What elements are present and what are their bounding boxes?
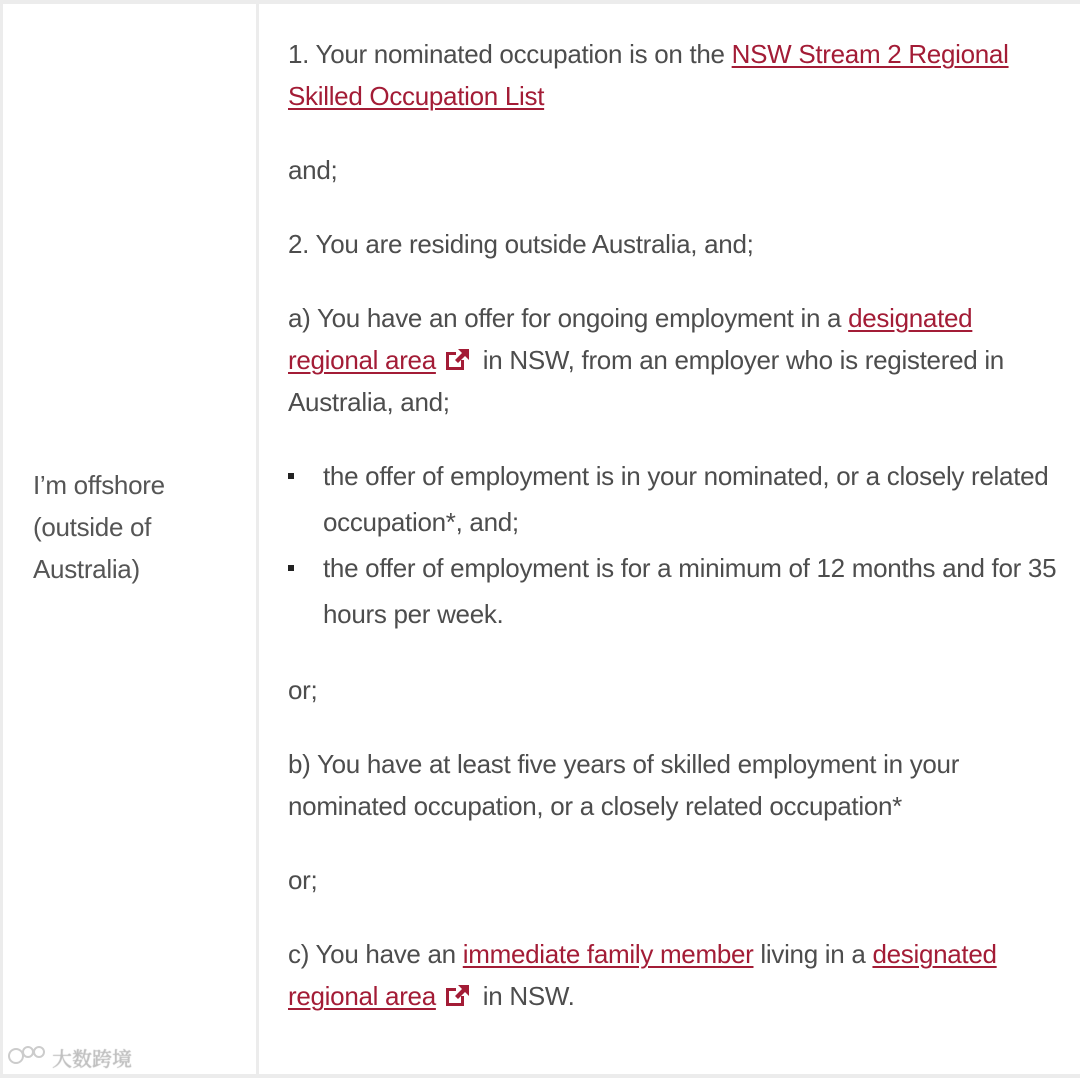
criterion-c-middle: living in a: [753, 939, 873, 969]
list-item: [288, 453, 1068, 545]
criterion-a-suffix: in NSW, from an employer who is registered in Australia, and;: [288, 345, 1004, 417]
criterion-2: 2. You are residing outside Australia, and;: [288, 229, 754, 259]
external-link-icon[interactable]: [444, 342, 470, 366]
conjunction-or: or;: [288, 675, 318, 705]
watermark-text: 大数跨境: [52, 1047, 132, 1071]
criterion-c: [288, 933, 1068, 1017]
criterion-c-text: c) You have an: [288, 939, 463, 969]
watermark: [8, 1043, 132, 1072]
bullet-icon: [288, 565, 294, 571]
column-divider: [256, 4, 259, 1074]
conjunction-and: and;: [288, 155, 338, 185]
offshore-label: I’m offshore (outside of Australia): [33, 470, 165, 584]
designated-regional-area-link[interactable]: designated regional area: [288, 939, 997, 1011]
bullet-icon: [288, 473, 294, 479]
immediate-family-member-link[interactable]: immediate family member: [462, 939, 754, 969]
nsw-stream-2-list-link[interactable]: NSW Stream 2 Regional Skilled Occupation List: [288, 39, 1009, 111]
list-item-text: the offer of employment is for a minimum of 12 months and for 35 hours per week.: [323, 553, 1057, 629]
criterion-a-text: a) You have an offer for ongoing employment in a: [288, 303, 849, 333]
criterion-1-text: 1. Your nominated occupation is on the: [288, 39, 732, 69]
right-cell: [288, 33, 1068, 1049]
criterion-1: [288, 33, 1068, 117]
criterion-b: b) You have at least five years of skilled employment in your nominated occupation, or a closely related occupation*: [288, 749, 960, 821]
employment-conditions-list: [288, 453, 1068, 637]
watermark-logo-icon: [8, 1044, 48, 1071]
left-cell: [33, 464, 243, 590]
criterion-c-suffix: in NSW.: [475, 981, 575, 1011]
conjunction-or: or;: [288, 865, 318, 895]
criterion-a: [288, 297, 1068, 423]
designated-regional-area-link[interactable]: designated regional area: [288, 303, 973, 375]
list-item-text: the offer of employment is in your nominated, or a closely related occupation*, and;: [323, 461, 1049, 537]
external-link-icon[interactable]: [444, 978, 470, 1002]
list-item: [288, 545, 1068, 637]
